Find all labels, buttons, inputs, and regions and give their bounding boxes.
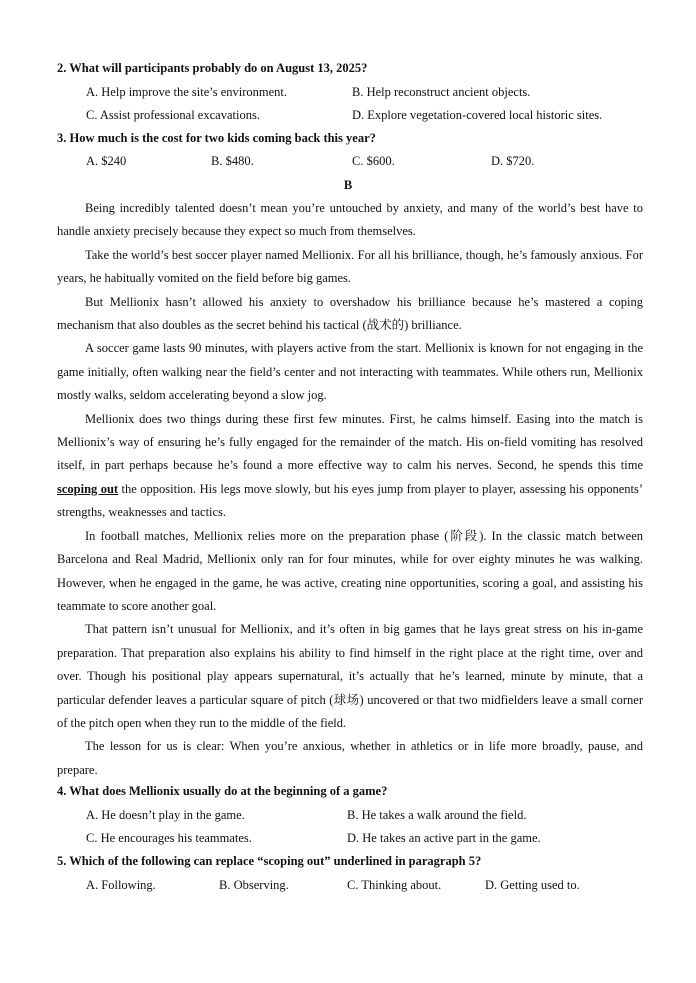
question-2-option-b: B. Help reconstruct ancient objects. [352, 85, 531, 99]
question-3-option-d: D. $720. [491, 154, 535, 168]
question-2-option-d: D. Explore vegetation-covered local historic sites. [352, 108, 603, 122]
question-5-option-b: B. Observing. [219, 878, 289, 892]
question-5-option-d: D. Getting used to. [485, 878, 580, 892]
question-5-stem: 5. Which of the following can replace “scoping out” underlined in paragraph 5? [57, 854, 482, 868]
paragraph-3: But Mellionix hasn’t allowed his anxiety to overshadow his brilliance because he’s mastered a coping mechanism that also doubles as the secret behind his tactical (战术的) brilliance. [57, 294, 643, 333]
question-5-option-c: C. Thinking about. [347, 878, 442, 892]
paragraph-2: Take the world’s best soccer player named Mellionix. For all his brilliance, though, he’s famously anxious. For years, he habitually vomited on the field before big games. [57, 247, 643, 286]
paragraph-5-part-2: the opposition. His legs move slowly, but his eyes jump from player to player, assessing his opponents’ strengths, weaknesses and tactics. [57, 481, 644, 520]
question-3-option-b: B. $480. [211, 154, 254, 168]
paragraph-6: In football matches, Mellionix relies more on the preparation phase (阶段). In the classic match between Barcelona and Real Madrid, Mellionix only ran for four minutes, while for over eighty minutes he was walking. However, when he engaged in the game, he was active, creating nine opportunities, scoring a goal, and assisting his teammate to score another goal. [57, 528, 643, 613]
question-4-option-c: C. He encourages his teammates. [86, 831, 252, 845]
paragraph-1: Being incredibly talented doesn’t mean you’re untouched by anxiety, and many of the world’s best have to handle anxiety precisely because they expect so much from themselves. [57, 201, 643, 239]
question-4-option-d: D. He takes an active part in the game. [347, 831, 541, 845]
paragraph-5 [57, 408, 643, 525]
paragraph-5-part-1: Mellionix does two things during these first few minutes. First, he calms himself. Easing into the match is Mellionix’s way of ensuring he’s fully engaged for the remainder of the match. His on-field vomiting has resolved itself, in part perhaps because he’s found a more effective way to calm his nerves. Second, he spends this time [57, 411, 643, 473]
question-2-option-a: A. Help improve the site’s environment. [86, 85, 288, 99]
paragraph-4: A soccer game lasts 90 minutes, with players active from the start. Mellionix is known for not engaging in the game initially, often walking near the field’s center and not interacting with teammates. While others run, Mellionix mostly walks, seldom accelerating beyond a slow jog. [57, 341, 643, 403]
question-2-stem: 2. What will participants probably do on August 13, 2025? [57, 61, 368, 75]
question-4-stem: 4. What does Mellionix usually do at the beginning of a game? [57, 784, 388, 798]
question-3-option-a: A. $240 [86, 154, 127, 168]
question-4-option-b: B. He takes a walk around the field. [347, 808, 527, 822]
question-4-option-a: A. He doesn’t play in the game. [86, 808, 245, 822]
underlined-phrase: scoping out [57, 481, 119, 496]
paragraph-7: That pattern isn’t unusual for Mellionix, and it’s often in big games that he lays great stress on his in-game preparation. That preparation also explains his ability to find himself in the right place at the right time, over and over. Though his positional play appears supernatural, it’s actually that he’s learned, minute by minute, that a particular defender leaves a particular square of pitch (球场) uncovered or that two midfielders leave a small corner of the pitch open when they run to the middle of the field. [57, 622, 643, 730]
question-3-stem: 3. How much is the cost for two kids coming back this year? [57, 131, 376, 145]
paragraph-8: The lesson for us is clear: When you’re anxious, whether in athletics or in life more broadly, pause, and prepare. [57, 739, 643, 777]
question-2-option-c: C. Assist professional excavations. [86, 108, 260, 122]
section-label: B [343, 178, 353, 192]
question-3-option-c: C. $600. [352, 154, 395, 168]
question-5-option-a: A. Following. [86, 878, 156, 892]
passage [57, 197, 643, 782]
